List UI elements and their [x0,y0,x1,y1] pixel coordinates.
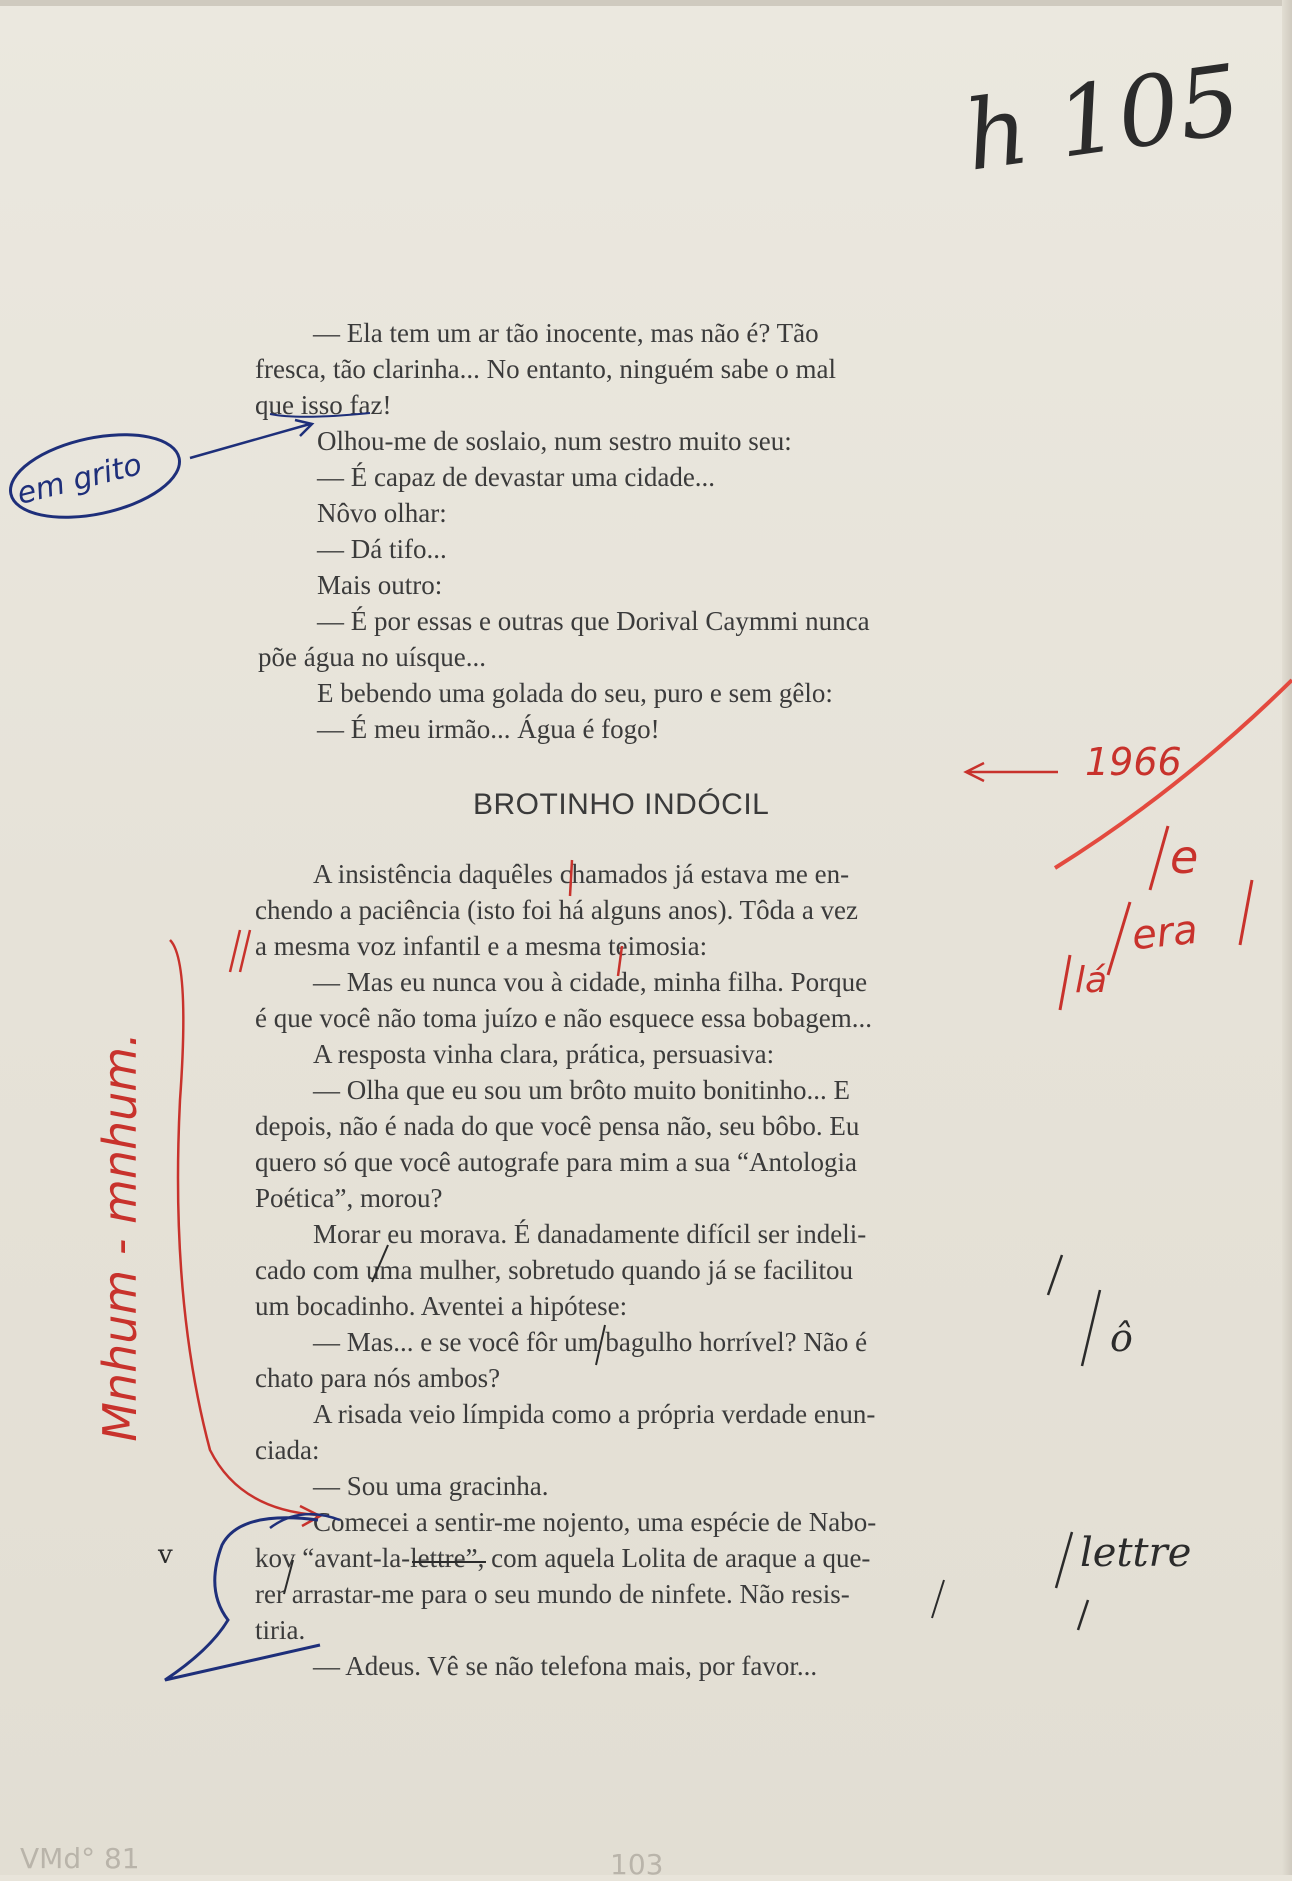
text-line: A insistência daquêles chamados já estava me en- [313,859,850,889]
text-line: cado com uma mulher, sobretudo quando já se facilitou [255,1255,853,1285]
text-line: Olhou-me de soslaio, num sestro muito seu: [317,426,792,456]
text-line: — É por essas e outras que Dorival Caymmi nunca [317,606,870,636]
text-line: chato para nós ambos? [255,1363,501,1393]
section-heading: BROTINHO INDÓCIL [473,788,770,821]
text-line: — É meu irmão... Água é fogo! [317,714,660,744]
text-line: — Mas... e se você fôr um bagulho horrível? Não é [313,1327,868,1357]
annotation-la: lá [1075,960,1108,1001]
text-line: Poética”, morou? [255,1183,443,1213]
annotation-o: ô [1110,1316,1133,1360]
text-line: que isso faz! [255,390,392,420]
text-line: Nôvo olhar: [317,498,447,528]
red-arrow [966,763,1058,781]
text-line: — É capaz de devastar uma cidade... [317,462,716,492]
bottom-faint-number: 103 [610,1848,664,1881]
text-line: depois, não é nada do que você pensa não, seu bôbo. Eu [255,1111,860,1141]
paper-top-edge [0,0,1292,6]
red-tick-e [1150,826,1168,890]
bottom-faint-note: VMd° 81 [20,1842,140,1875]
text-line: fresca, tão clarinha... No entanto, ninguém sabe o mal [255,354,837,384]
annotation-1966: 1966 [1085,740,1182,784]
text-line: põe água no uísque... [258,642,486,672]
text-line: a mesma voz infantil e a mesma teimosia: [255,931,708,961]
text-line: Comecei a sentir-me nojento, uma espécie de Nabo- [313,1507,877,1537]
text-line: — Olha que eu sou um brôto muito bonitinho... E [313,1075,850,1105]
annotation-check: v [158,1540,173,1570]
text-line: ciada: [255,1435,320,1465]
text-line: A risada veio límpida como a própria verdade enun- [313,1399,876,1429]
pencil-slash-nao [932,1580,944,1618]
blue-arrow [190,420,312,458]
red-tick-la [1060,955,1070,1010]
text-line: — Dá tifo... [317,534,447,564]
text-line: — Adeus. Vê se não telefona mais, por favor... [313,1651,818,1681]
annotation-em-grito: em grito [13,447,146,512]
text-line: — Ela tem um ar tão inocente, mas não é? Tão [313,318,819,348]
annotation-margin-vertical: Mnhum - mnhum. [93,1032,147,1442]
text-line: — Mas eu nunca vou à cidade, minha filha. Porque [313,967,868,997]
text-line: é que você não toma juízo e não esquece essa bobagem... [255,1003,873,1033]
paper-right-edge [1282,0,1292,1875]
text-line: tiria. [255,1615,306,1645]
text-line: Morar eu morava. É danadamente difícil ser indeli- [313,1219,867,1249]
text-line: — Sou uma gracinha. [313,1471,549,1501]
annotation-e: e [1170,830,1199,884]
annotation-lettre: lettre [1080,1530,1192,1576]
pencil-margin-slash-3 [1056,1532,1072,1588]
text-line: E bebendo uma golada do seu, puro e sem gêlo: [317,678,833,708]
text-line: um bocadinho. Aventei a hipótese: [255,1291,628,1321]
text-line: chendo a paciência (isto foi há alguns anos). Tôda a vez [255,895,859,925]
pencil-page-number: h 105 [958,43,1248,193]
text-line: quero só que você autografe para mim a sua “Antologia [255,1147,858,1177]
pencil-margin-slash-4 [1078,1600,1088,1630]
pencil-margin-slash-1 [1048,1255,1062,1295]
annotation-era: era [1129,906,1200,960]
text-line: kov “avant-la-lettre”, com aquela Lolita de araque a que- [255,1543,871,1573]
text-line: A resposta vinha clara, prática, persuasiva: [313,1039,775,1069]
text-line: Mais outro: [317,570,443,600]
text-line: rer arrastar-me para o seu mundo de ninfete. Não resis- [255,1579,850,1609]
pencil-margin-slash-2 [1082,1290,1100,1366]
